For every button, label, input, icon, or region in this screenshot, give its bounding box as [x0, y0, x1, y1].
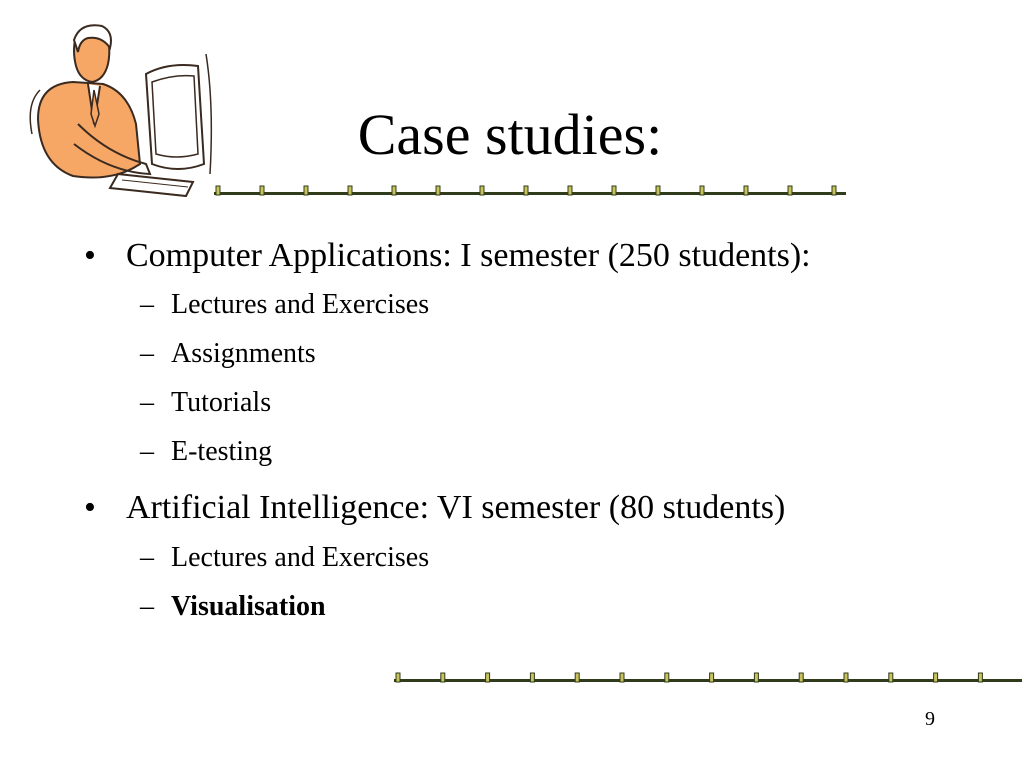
sub-item-text: Tutorials: [171, 387, 272, 418]
sub-item-text: Assignments: [171, 338, 316, 369]
sub-item-text: E-testing: [171, 436, 273, 467]
sub-item: [140, 337, 316, 371]
dash-marker: –: [140, 591, 154, 622]
dash-marker: –: [140, 387, 154, 418]
divider-notch: [575, 673, 579, 682]
sub-item-text: Lectures and Exercises: [171, 542, 430, 573]
divider-notch: [396, 673, 400, 682]
bullet-marker: •: [84, 489, 96, 526]
slide-title: Case studies:: [357, 102, 663, 167]
sub-item: [140, 590, 326, 624]
bullet-text: Computer Applications: I semester (250 students):: [126, 237, 811, 274]
dash-marker: –: [140, 338, 154, 369]
divider-notch: [754, 673, 758, 682]
dash-marker: –: [140, 289, 154, 320]
divider-notch: [799, 673, 803, 682]
bullet-item: [84, 488, 785, 528]
divider-notch: [844, 673, 848, 682]
divider-notch: [441, 673, 445, 682]
divider-notch: [978, 673, 982, 682]
divider-notch: [710, 673, 714, 682]
divider-notch: [934, 673, 938, 682]
divider-notch: [889, 673, 893, 682]
bullet-text: Artificial Intelligence: VI semester (80 students): [126, 489, 786, 526]
dash-marker: –: [140, 542, 154, 573]
divider-notch: [486, 673, 490, 682]
dash-marker: –: [140, 436, 154, 467]
sub-item: [140, 435, 272, 469]
page-number: 9: [925, 708, 935, 730]
divider-notch: [620, 673, 624, 682]
sub-item-text: Visualisation: [171, 591, 326, 622]
decorative-divider-bottom: [394, 671, 1022, 685]
sub-item: [140, 288, 429, 322]
bullet-marker: •: [84, 237, 96, 274]
divider-notch: [665, 673, 669, 682]
sub-item: [140, 541, 429, 575]
divider-notch: [530, 673, 534, 682]
bullet-item: [84, 236, 811, 276]
sub-item: [140, 386, 271, 420]
sub-item-text: Lectures and Exercises: [171, 289, 430, 320]
